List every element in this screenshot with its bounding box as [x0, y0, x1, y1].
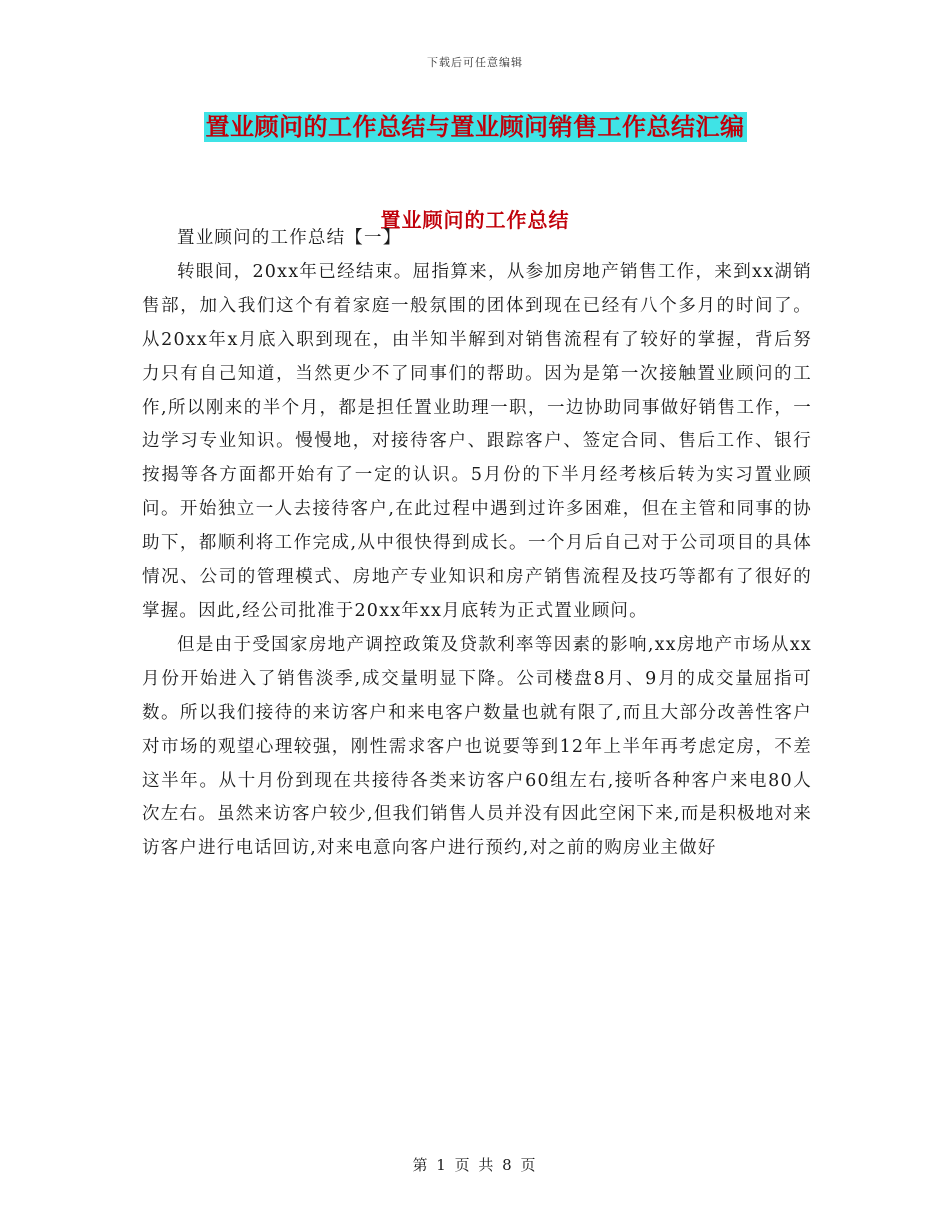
page-number-footer: 第 1 页 共 8 页 [412, 1156, 538, 1174]
document-body [142, 222, 812, 866]
document-title-container [0, 112, 950, 142]
paragraph-subheading: 置业顾问的工作总结【一】 [177, 228, 402, 248]
paragraph: 转眼间，20xx年已经结束。屈指算来，从参加房地产销售工作，来到xx湖销售部，加入我们这个有着家庭一般氛围的团体到现在已经有八个多月的时间了。从20xx年x月底入职到现在，由半知半解到对销售流程有了较好的掌握，背后努力只有自己知道，当然更少不了同事们的帮助。因为是第一次接触置业顾问的工作,所以刚来的半个月，都是担任置业助理一职，一边协助同事做好销售工作，一边学习专业知识。慢慢地，对接待客户、跟踪客户、签定合同、售后工作、银行按揭等各方面都开始有了一定的认识。5月份的下半月经考核后转为实习置业顾问。开始独立一人去接待客户,在此过程中遇到过许多困难，但在主管和同事的协助下，都顺利将工作完成,从中很快得到成长。一个月后自己对于公司项目的具体情况、公司的管理模式、房地产专业知识和房产销售流程及技巧等都有了很好的掌握。因此,经公司批准于20xx年xx月底转为正式置业顾问。 [142, 261, 812, 621]
document-title: 置业顾问的工作总结与置业顾问销售工作总结汇编 [205, 112, 745, 141]
paragraph: 但是由于受国家房地产调控政策及贷款利率等因素的影响,xx房地产市场从xx月份开始进入了销售淡季,成交量明显下降。公司楼盘8月、9月的成交量屈指可数。所以我们接待的来访客户和来电客户数量也就有限了,而且大部分改善性客户对市场的观望心理较强，刚性需求客户也说要等到12年上半年再考虑定房，不差这半年。从十月份到现在共接待各类来访客户60组左右,接听各种客户来电80人次左右。虽然来访客户较少,但我们销售人员并没有因此空闲下来,而是积极地对来访客户进行电话回访,对来电意向客户进行预约,对之前的购房业主做好 [142, 634, 812, 859]
section-title: 置业顾问的工作总结 [380, 208, 570, 232]
page-header-note: 下载后可任意编辑 [427, 56, 523, 69]
